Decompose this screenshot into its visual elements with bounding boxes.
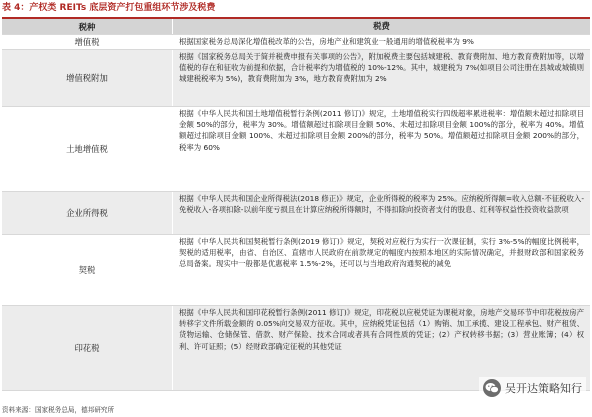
table-row [2, 107, 590, 192]
tax-name: 增值税附加 [2, 50, 173, 106]
tax-detail: 根据《中华人民共和国企业所得税法(2018 修正)》规定，企业所得税的税率为 25%。应纳税所得额=收入总额-不征税收入-免税收入-各项扣除-以前年度亏损且在计算应纳税所得额时，不得扣除向投资者支付的股息、红利等权益性投资收益款项 [179, 194, 584, 215]
tax-table [2, 17, 590, 391]
tax-name: 契税 [2, 235, 173, 305]
tax-detail: 根据《中华人民共和国印花税暂行条例(2011 修订)》规定，印花税以应税凭证为课税对象，房地产交易环节中印花税按房产转移字文件所载金额的 0.05%向交易双方征收。其中，应纳税凭证包括（1）购销、加工承揽、建设工程承包、财产租赁、货物运输、仓储保管、借款、财产保险、技术合同或者具有合同性质的凭证；(2）产权转移书据；(3）营业账簿；(4）权利、许可证照；(5）经财政部确定征税的其他凭证 [179, 308, 584, 351]
wechat-watermark [479, 377, 586, 399]
column-header-detail: 税费 [373, 20, 390, 31]
tax-detail: 根据《中华人民共和国契税暂行条例(2019 修订)》规定，契税对应税行为实行一次课征制，实行 3%-5%的幅度比例税率，契税的适用税率，由省、自治区、直辖市人民政府在前款规定的幅度内按照本地区的实际情况确定，并报财政部和国家税务总局备案。现实中一般都是优惠税率 1.5%-2%，还可以与当地政府沟通契税的减免 [179, 237, 584, 269]
tax-name: 企业所得税 [2, 192, 173, 234]
tax-name: 土地增值税 [2, 107, 173, 191]
wechat-icon [483, 379, 501, 397]
table-row [2, 35, 590, 50]
table-row [2, 50, 590, 107]
tax-name: 增值税 [2, 35, 173, 49]
tax-detail: 根据《国家税务总局关于简并税费申报有关事项的公告》，附加税费主要包括城建税、教育费附加、地方教育费附加等，以增值税的存在和征收为前提和依据，合计税率约为增值税的 10%-12%。其中，城建税为 7%(如项目公司注册在县城或城镇则城建税税率为 5%)，教育费附加为 3%，地方教育费附加为 2% [179, 52, 584, 84]
table-row [2, 235, 590, 306]
tax-detail: 根据国家税务总局深化增值税改革的公告，房地产业和建筑业一般通用的增值税税率为 9% [179, 37, 474, 46]
column-header-tax: 税种 [2, 19, 173, 34]
table-title: 表 4：产权类 REITs 底层资产打包重组环节涉及税费 [2, 3, 216, 13]
table-header-row [2, 19, 590, 35]
watermark-text: 吴开达策略知行 [505, 382, 582, 395]
table-row [2, 192, 590, 235]
tax-name: 印花税 [2, 306, 173, 390]
tax-detail: 根据《中华人民共和国土地增值税暂行条例(2011 修订)》规定，土地增值税实行四级超率累进税率：增值额未超过扣除项目金额 50%的部分，税率为 30%。增值额超过扣除项目金额 50%、未超过扣除项目金额 100%的部分，税率为 40%。增值额超过扣除项目金额 100%、未超过扣除项目金额 200%的部分，税率为 50%。增值额超过扣除项目金额 200%的部分，税率为 60% [179, 109, 584, 152]
source-note: 资料来源：国家税务总局，德邦研究所 [2, 406, 115, 414]
